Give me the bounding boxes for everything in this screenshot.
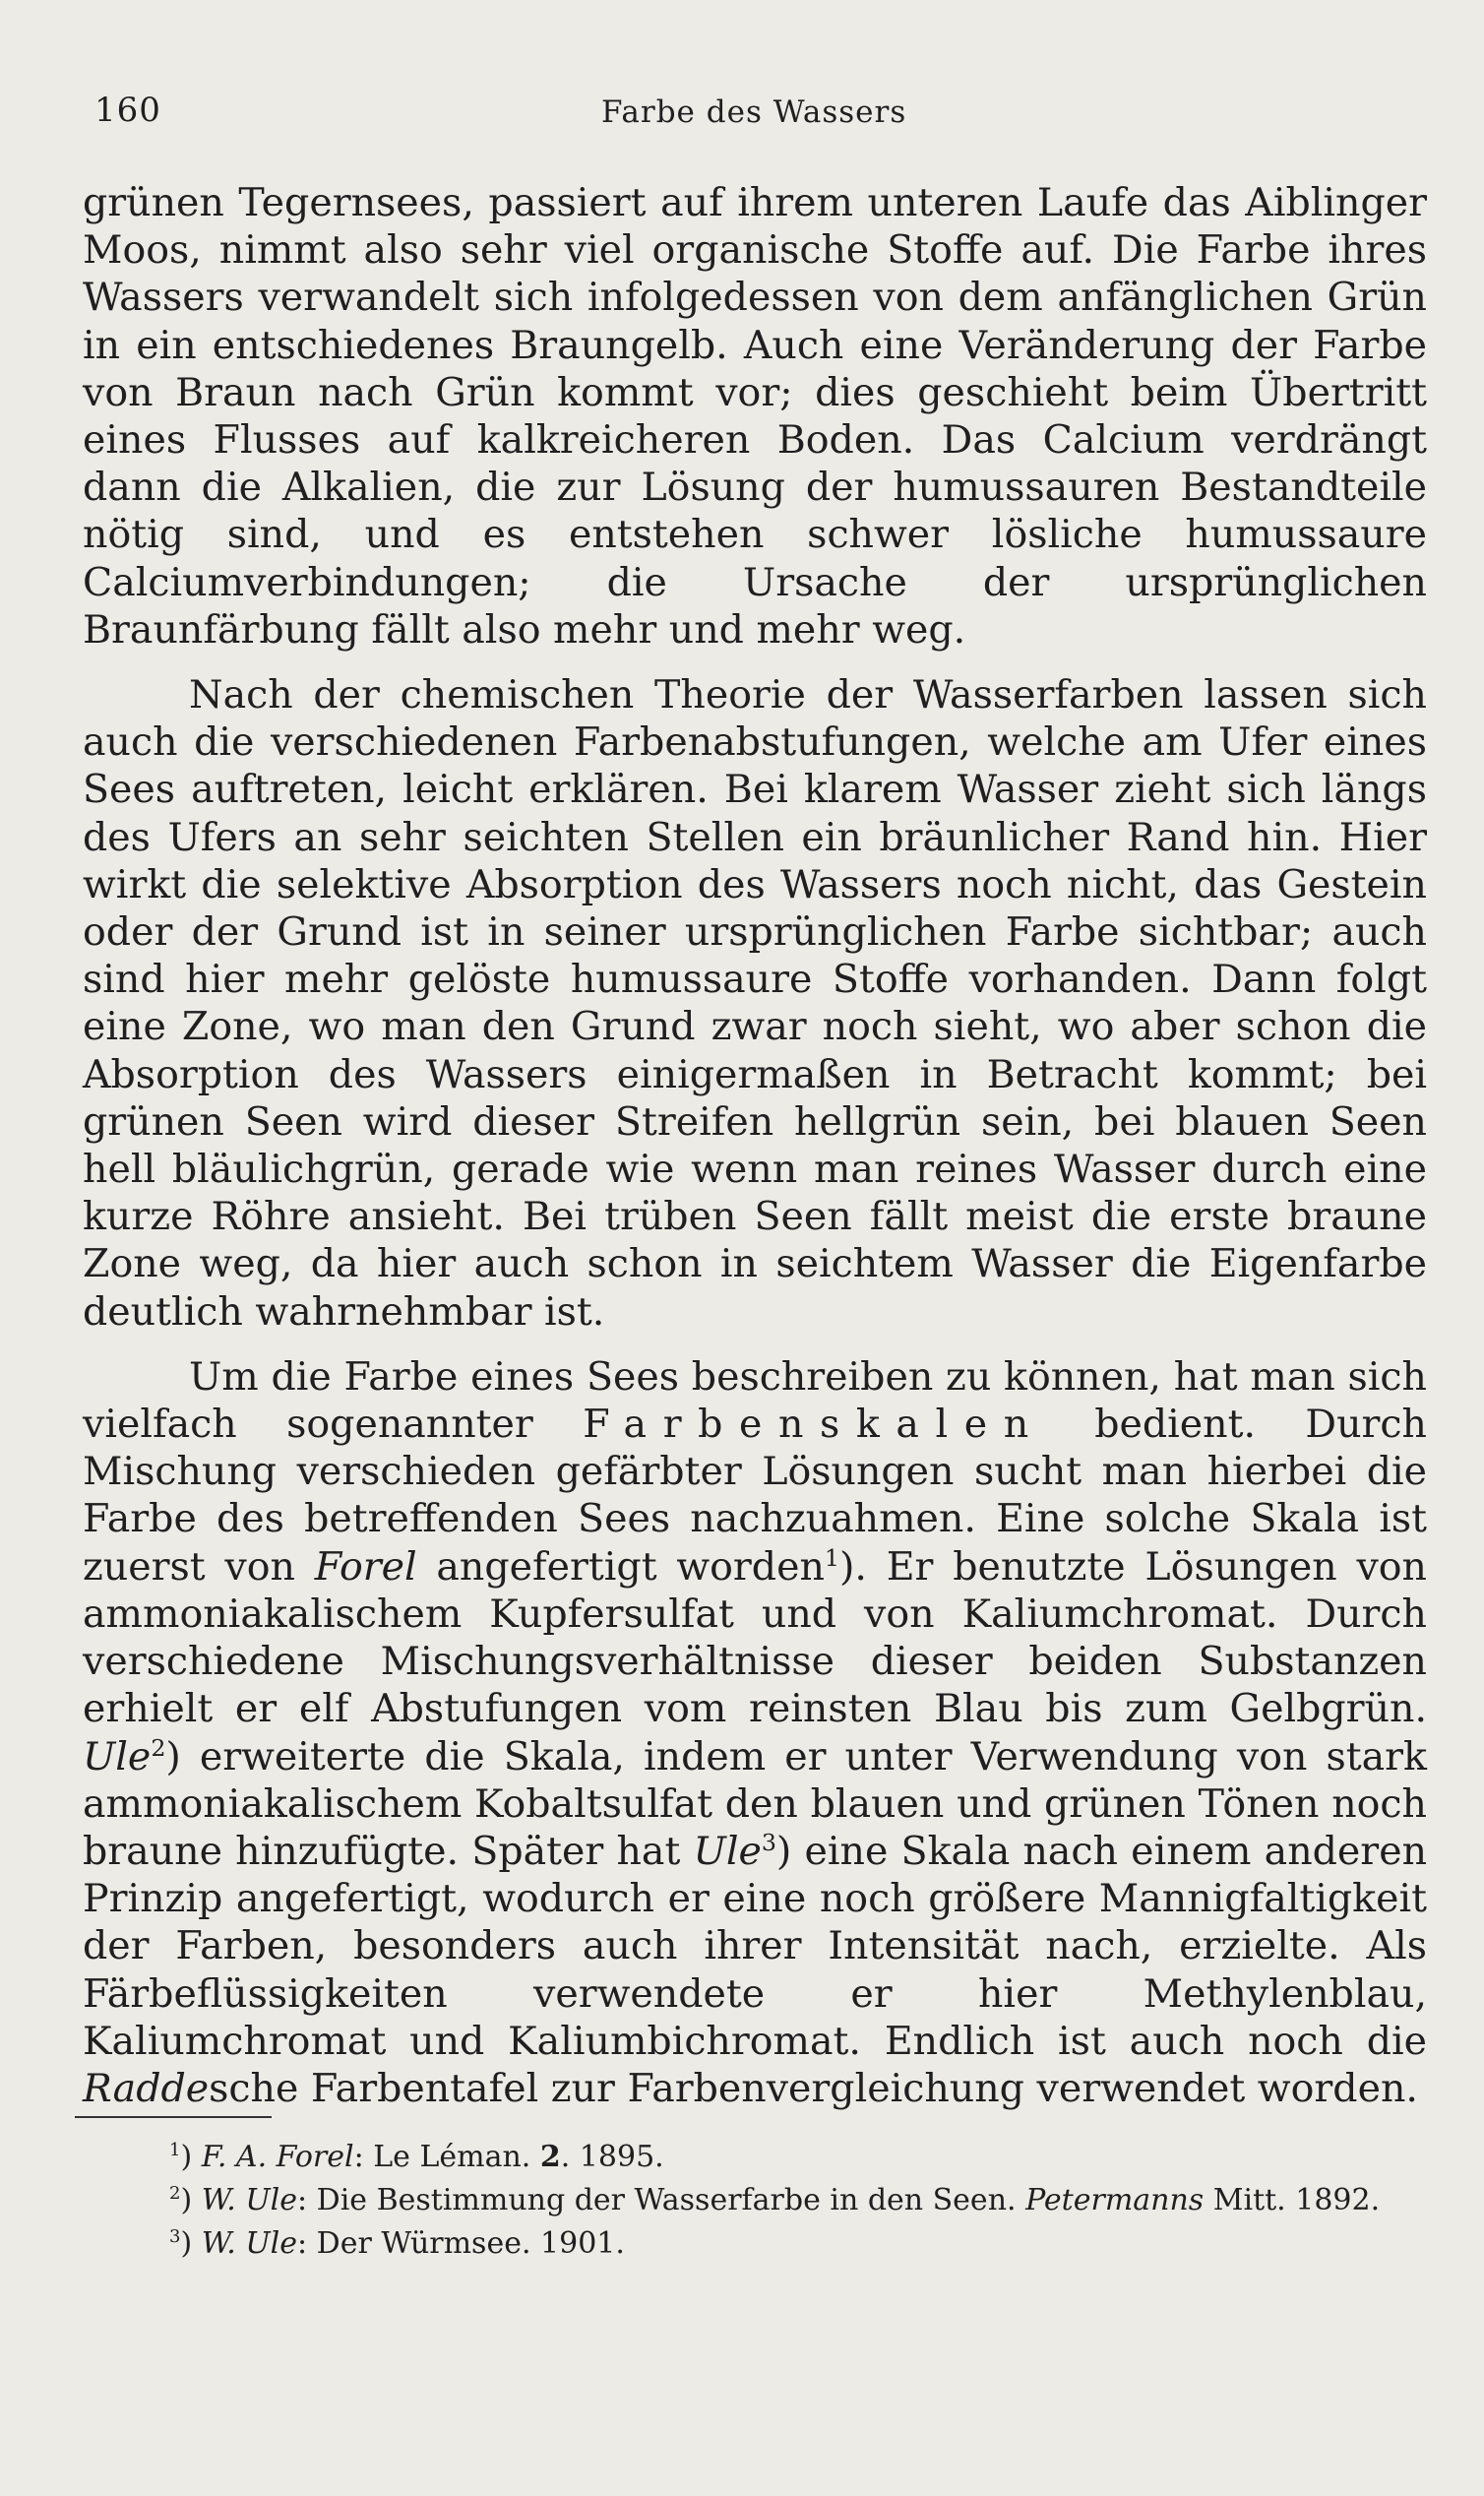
body-text (83, 179, 1427, 2112)
footnote-2: $^2$) W. Ule: Die Bestimmung der Wasserfarbe in den Seen. Petermanns Mitt. 1892. (169, 2183, 1381, 2217)
page-number: 160 (94, 91, 161, 130)
text-run: Um die Farbe eines Sees beschreiben zu können, hat man sich vielfach sogenannter (83, 1353, 1427, 1448)
footnote-mark: 2 (169, 2183, 181, 2204)
footnote-journal: Petermanns (1025, 2183, 1205, 2217)
footnote-text: Mitt. 1892. (1204, 2183, 1381, 2217)
author-name: Ule (83, 1733, 152, 1779)
footnote-text: : Der Würmsee. 1901. (297, 2226, 625, 2261)
text-run: ) eine Skala nach einem anderen Prinzip angefertigt, wodurch er eine noch größere Mannigfaltigkeit der Farben, besonders auch ihrer Intensität nach, erzielte. Als Färbeflüssigkeiten verwendete er hier Methylenblau, Kaliumchromat und Kaliumbichromat. Endlich ist auch noch die (83, 1828, 1428, 2064)
footnote-volume: 2 (539, 2140, 561, 2174)
footnote-author: W. Ule (201, 2226, 297, 2261)
text-run: sche Farbentafel zur Farbenvergleichung verwendet worden. (209, 2065, 1418, 2111)
paragraph-3 (83, 1353, 1427, 2112)
footnote-ref[interactable]: 3 (761, 1828, 776, 1856)
footnote-divider (75, 2116, 272, 2118)
author-name: Radde (83, 2065, 210, 2111)
text-run: ) erweiterte die Skala, indem er unter Verwendung von stark ammoniakalischem Kobaltsulfat den blauen und grünen Tönen noch braune hinzufügte. Später hat (83, 1733, 1427, 1874)
author-name: Ule (693, 1828, 762, 1874)
footnote-text: : Die Bestimmung der Wasserfarbe in den Seen. (297, 2183, 1026, 2217)
footnote-author: W. Ule (201, 2183, 297, 2217)
footnote-ref[interactable]: 2 (151, 1733, 166, 1762)
paragraph-2: Nach der chemischen Theorie der Wasserfarben lassen sich auch die verschiedenen Farbenabstufungen, welche am Ufer eines Sees auftreten, leicht erklären. Bei klarem Wasser zieht sich längs des Ufers an sehr seichten Stellen ein bräunlicher Rand hin. Hier wirkt die selektive Absorption des Wassers noch nicht, das Gestein oder der Grund ist in seiner ursprünglichen Farbe sichtbar; auch sind hier mehr gelöste humussaure Stoffe vorhanden. Dann folgt eine Zone, wo man den Grund zwar noch sieht, wo aber schon die Absorption des Wassers einigermaßen in Betracht kommt; bei grünen Seen wird dieser Streifen hellgrün sein, bei blauen Seen hell bläulichgrün, gerade wie wenn man reines Wasser durch eine kurze Röhre ansieht. Bei trüben Seen fällt meist die erste braune Zone weg, da hier auch schon in seichtem Wasser die Eigenfarbe deutlich wahrnehmbar ist. (83, 672, 1427, 1335)
footnote-mark: 1 (169, 2140, 181, 2160)
text-run: angefertigt worden (416, 1543, 825, 1590)
footnote-3: $^3$) W. Ule: Der Würmsee. 1901. (169, 2226, 625, 2261)
footnote-ref[interactable]: 1 (824, 1543, 839, 1572)
paragraph-1: grünen Tegernsees, passiert auf ihrem unteren Laufe das Aiblinger Moos, nimmt also sehr viel organische Stoffe auf. Die Farbe ihres Wassers verwandelt sich infolgedessen von dem anfänglichen Grün in ein entschiedenes Braungelb. Auch eine Veränderung der Farbe von Braun nach Grün kommt vor; dies geschieht beim Übertritt eines Flusses auf kalkreicheren Boden. Das Calcium verdrängt dann die Alkalien, die zur Lösung der humussauren Bestandteile nötig sind, und es entstehen schwer lösliche humussaure Calciumverbindungen; die Ursache der ursprünglichen Braunfärbung fällt also mehr und mehr weg. (83, 180, 1427, 653)
footnote-author: F. A. Forel (201, 2140, 354, 2174)
text-run: ). Er benutzte Lösungen von ammoniakalischem Kupfersulfat und von Kaliumchromat. Durch verschiedene Mischungsverhältnisse dieser beiden Substanzen erhielt er elf Abstufungen vom reinsten Blau bis zum Gelbgrün. (83, 1543, 1427, 1732)
footnote-1: $^1$) F. A. Forel: Le Léman. 2. 1895. (169, 2140, 664, 2174)
page-header (94, 91, 1393, 138)
footnote-text: : Le Léman. (353, 2140, 540, 2174)
spaced-term: Farbenskalen (583, 1402, 1045, 1448)
footnotes (75, 2136, 1413, 2266)
footnote-text: . 1895. (560, 2140, 664, 2174)
running-title: Farbe des Wassers (601, 94, 907, 130)
footnote-mark: 3 (169, 2226, 181, 2247)
text-run: bedient. Durch Mischung verschieden gefärbter Lösungen sucht man hierbei die Farbe des betreffenden Sees nachzuahmen. Eine solche Skala ist zuerst von (83, 1402, 1427, 1590)
author-name: Forel (314, 1543, 417, 1590)
